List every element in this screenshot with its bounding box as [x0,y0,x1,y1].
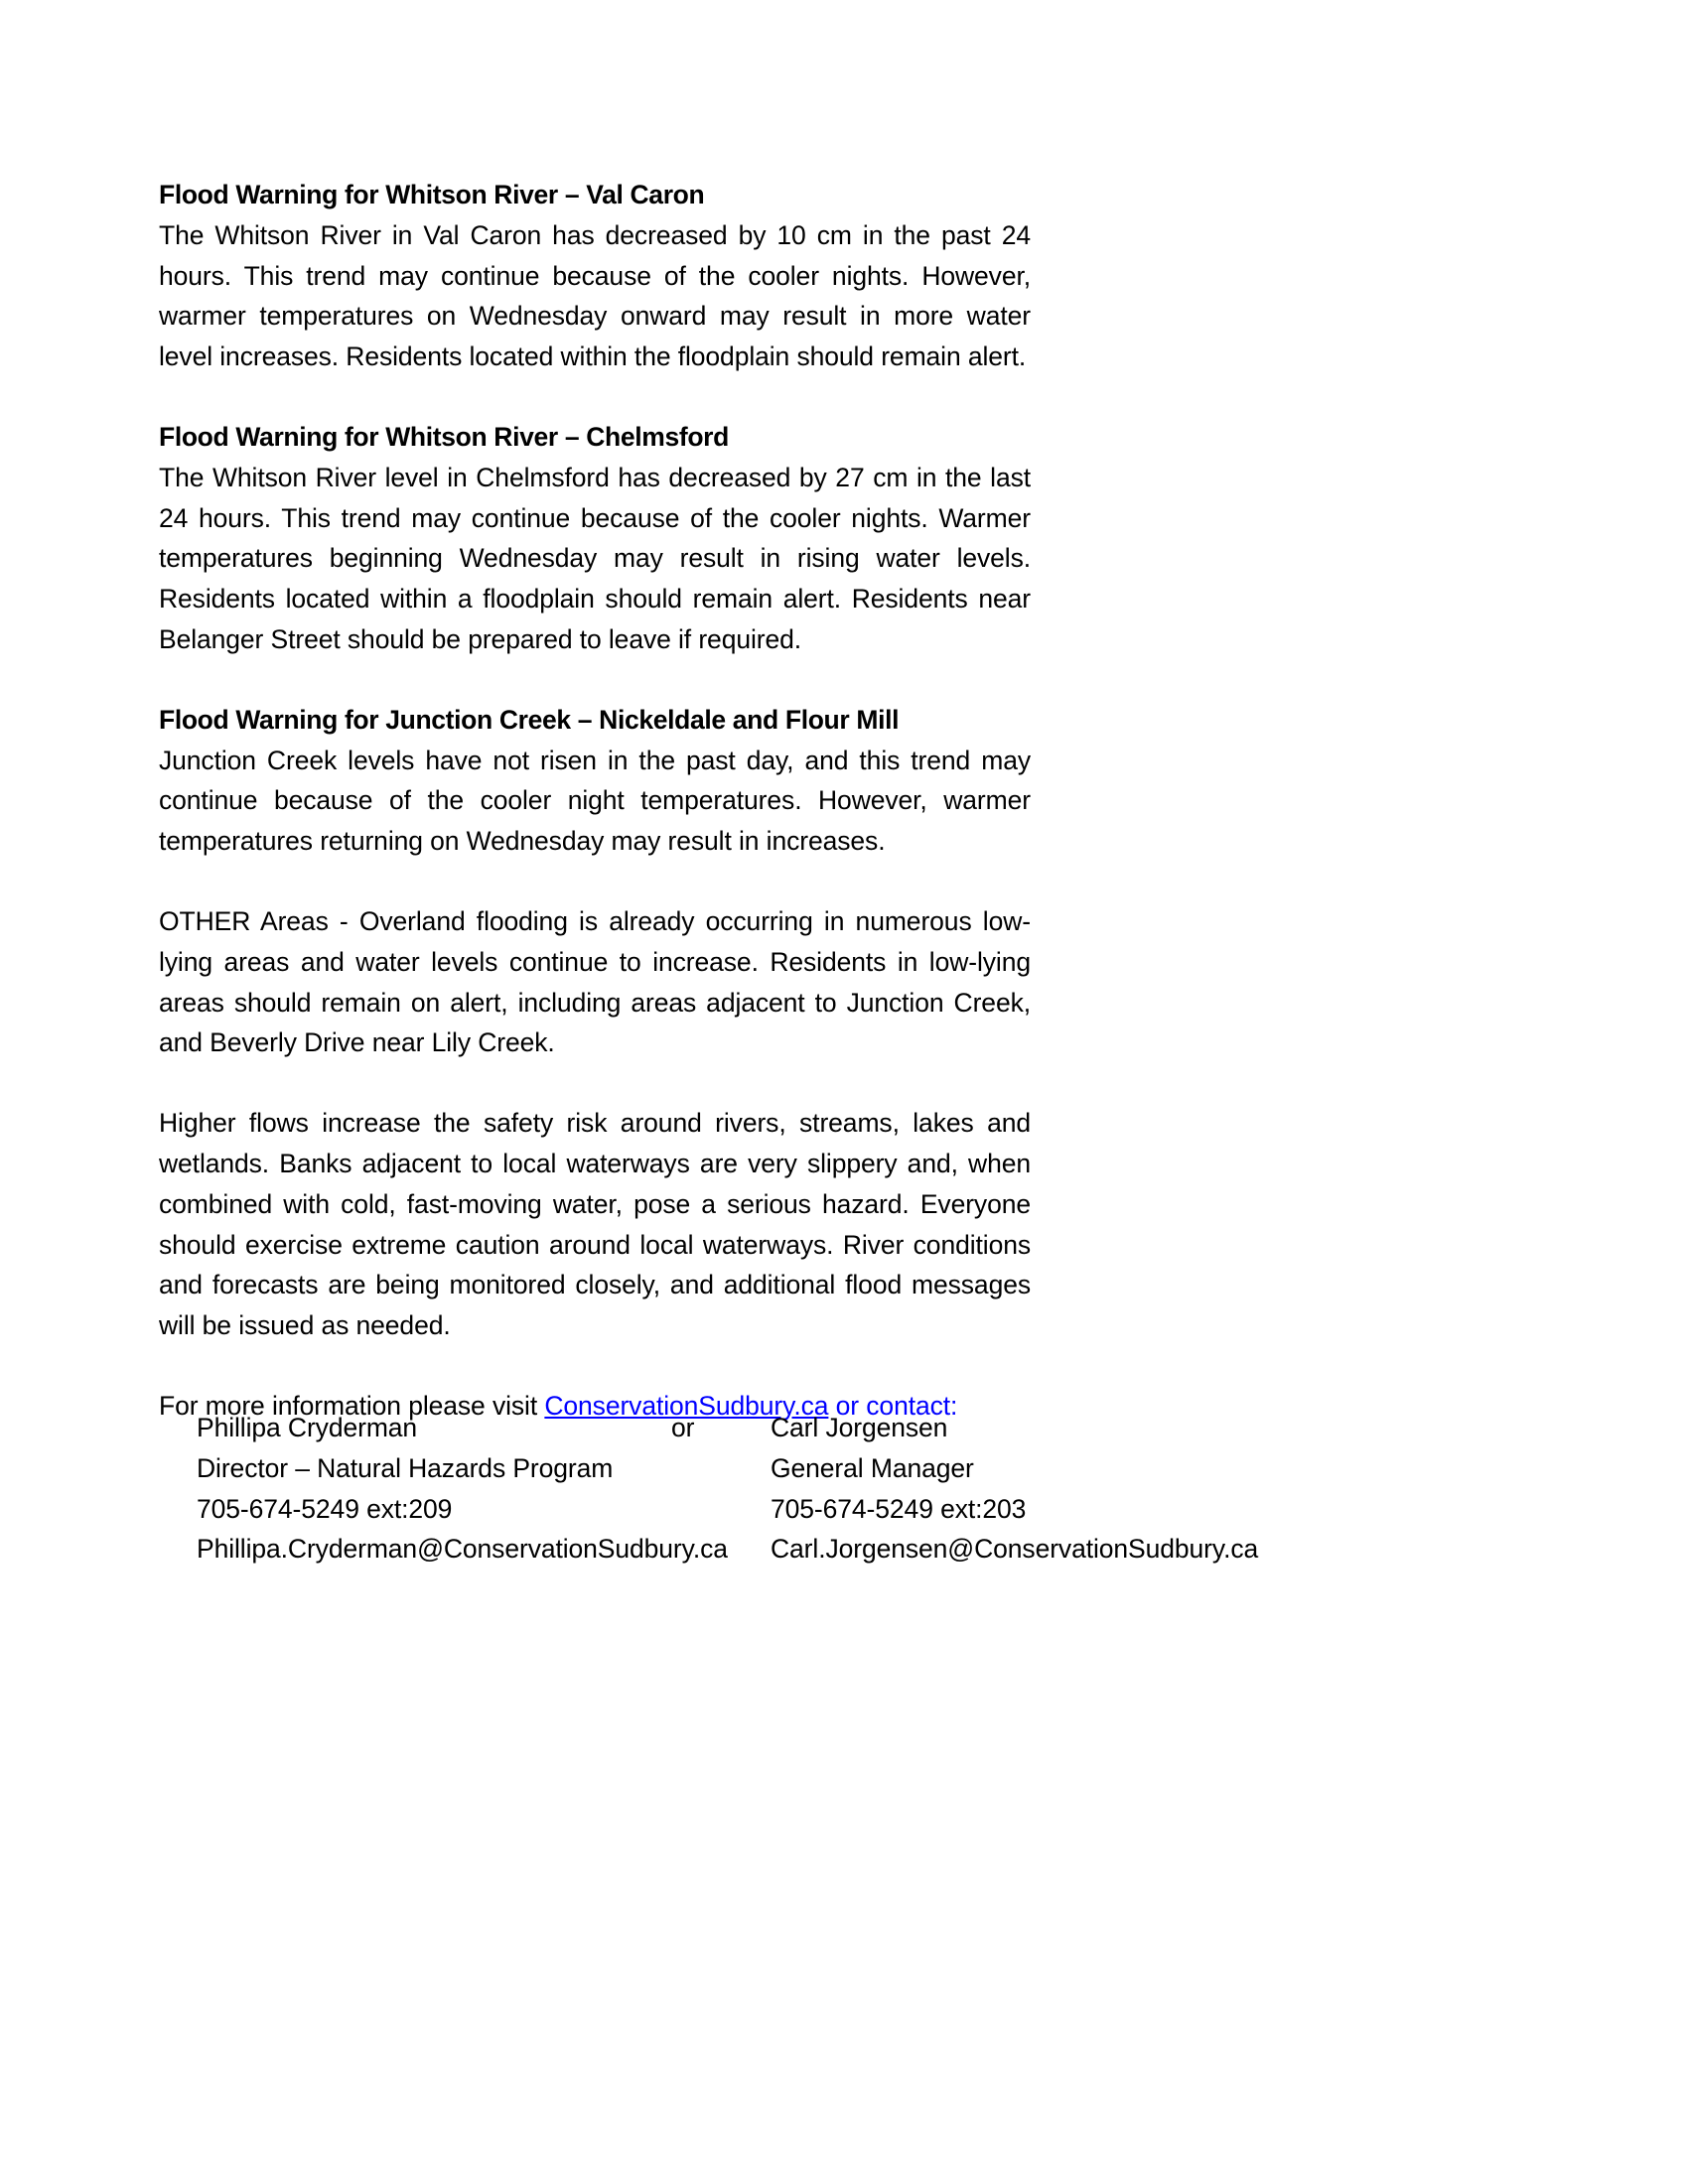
section-heading-chelmsford: Flood Warning for Whitson River – Chelmsford [159,421,729,452]
contact-separator-or: or [671,1413,695,1442]
paragraph-spacer [159,377,1031,417]
section-junction-creek [159,700,1031,862]
contact-right-title: General Manager [771,1452,974,1483]
section-chelmsford [159,417,1031,660]
contact-left-phone: 705-674-5249 ext:209 [197,1493,453,1524]
contact-row-title [197,1448,1249,1489]
document-text-body [159,175,1031,1427]
contact-row-email [197,1529,1259,1570]
contact-row-phone [197,1489,1249,1530]
conservation-sudbury-link[interactable]: ConservationSudbury.ca [544,1390,829,1421]
other-areas-paragraph: OTHER Areas - Overland flooding is already occurring in numerous low-lying areas and water levels continue to increase. Residents in low-lying areas should remain on alert, including areas adjacent to Junction Creek, and Beverly Drive near Lily Creek. [159,905,1031,1058]
section-body-chelmsford: The Whitson River level in Chelmsford has decreased by 27 cm in the last 24 hours. This trend may continue because of the cooler nights. Warmer temperatures beginning Wednesday may result in rising water levels. Residents located within a floodplain should remain alert. Residents near Belanger Street should be prepared to leave if required. [159,462,1031,654]
contact-right-name: Carl Jorgensen [771,1413,948,1442]
contact-right-email: Carl.Jorgensen@ConservationSudbury.ca [771,1534,1259,1565]
contact-left-title: Director – Natural Hazards Program [197,1452,614,1483]
paragraph-spacer [159,1063,1031,1103]
more-information-suffix: or contact: [828,1390,958,1421]
paragraph-spacer [159,660,1031,700]
section-heading-junction-creek: Flood Warning for Junction Creek – Nickeldale and Flour Mill [159,704,900,735]
contact-row-name [197,1408,1249,1448]
paragraph-spacer [159,1346,1031,1386]
contact-left-email: Phillipa.Cryderman@ConservationSudbury.ca [197,1534,728,1565]
contact-left-name: Phillipa Cryderman [197,1413,418,1442]
section-heading-val-caron: Flood Warning for Whitson River – Val Caron [159,180,705,209]
section-body-val-caron: The Whitson River in Val Caron has decreased by 10 cm in the past 24 hours. This trend may continue because of the cooler nights. However, warmer temperatures on Wednesday onward may result in more water level increases. Residents located within the floodplain should remain alert. [159,219,1031,372]
contact-right-phone: 705-674-5249 ext:203 [771,1493,1027,1524]
section-val-caron [159,175,1031,377]
contact-block [197,1408,1259,1570]
paragraph-spacer [159,862,1031,901]
more-information-prefix: For more information please visit [159,1390,545,1421]
safety-paragraph: Higher flows increase the safety risk around rivers, streams, lakes and wetlands. Banks adjacent to local waterways are very slippery and, when combined with cold, fast-moving water, pose a serious hazard. Everyone should exercise extreme caution around local waterways. River conditions and forecasts are being monitored closely, and additional flood messages will be issued as needed. [159,1108,1031,1341]
section-body-junction-creek: Junction Creek levels have not risen in the past day, and this trend may continue because of the cooler night temperatures. However, warmer temperatures returning on Wednesday may result in increases. [159,745,1031,857]
